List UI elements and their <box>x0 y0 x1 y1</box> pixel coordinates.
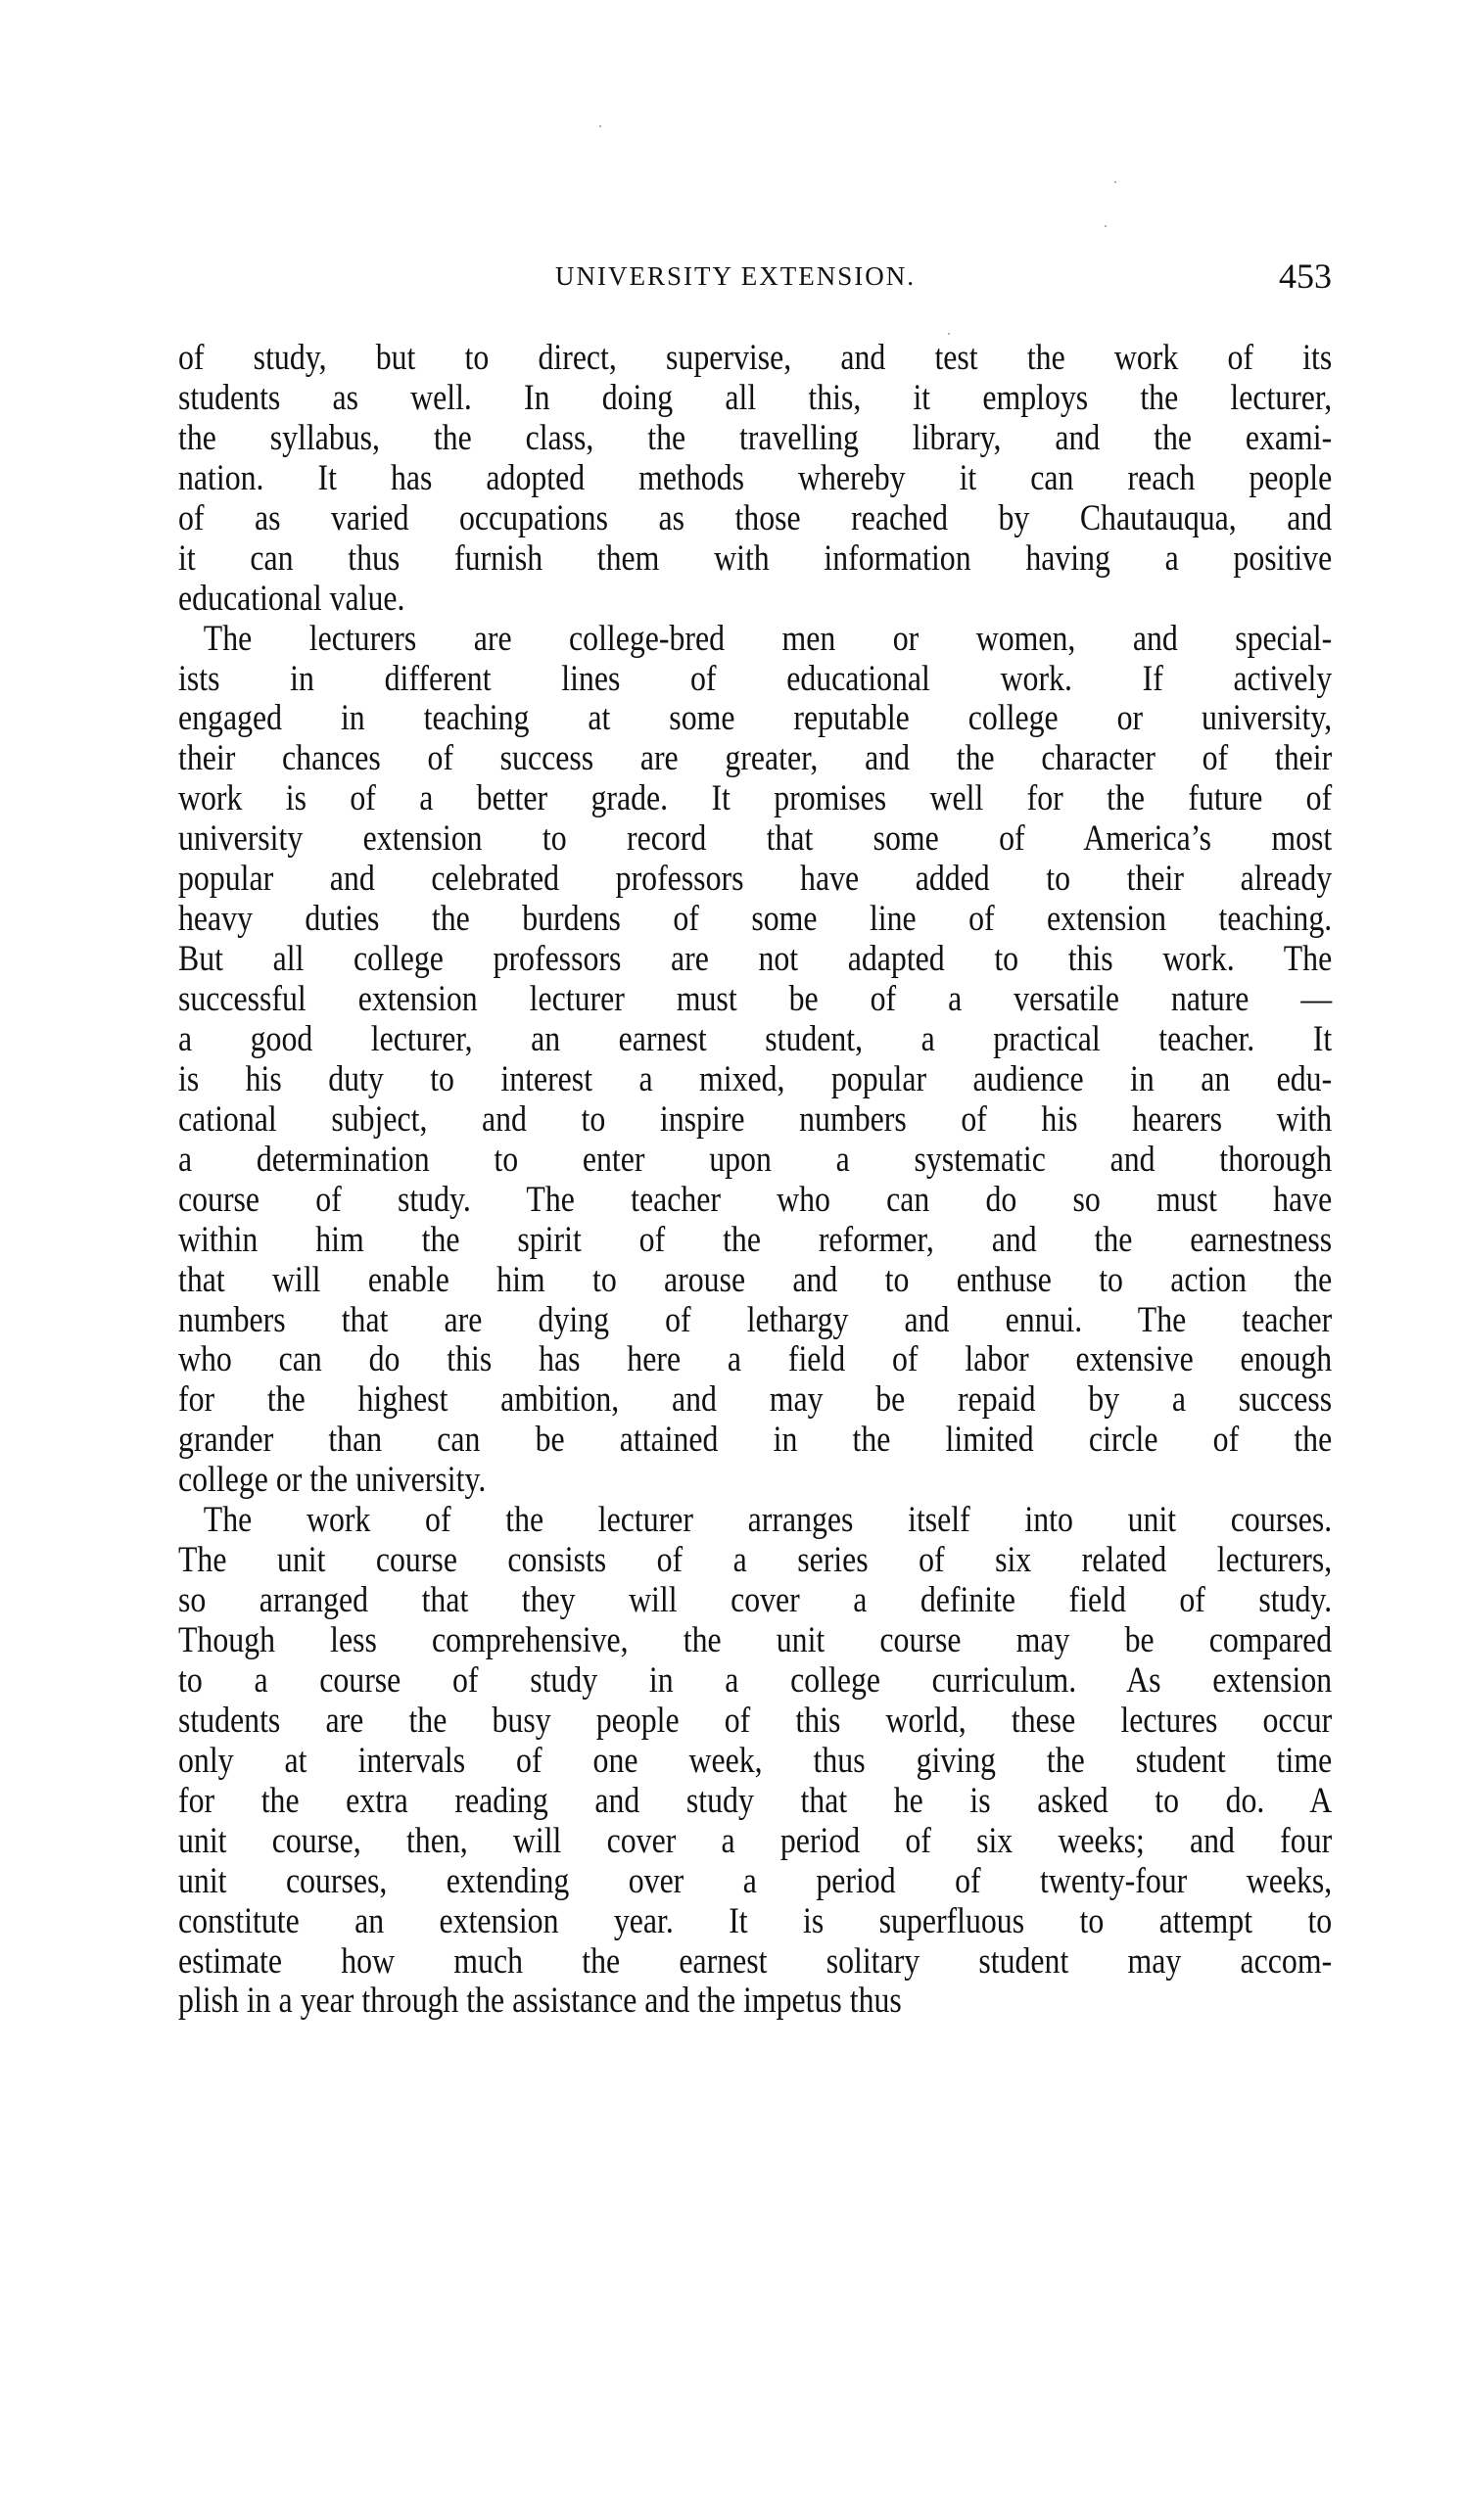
text-line: university extension to record that some of America’s most <box>178 818 1333 860</box>
text-line: it can thus furnish them with information having a positive <box>178 537 1333 579</box>
text-line: grander than can be attained in the limited circle of the <box>178 1420 1333 1461</box>
text-line: their chances of success are greater, and the character of their <box>178 738 1333 779</box>
text-line: unit course, then, will cover a period of six weeks; and four <box>178 1820 1333 1861</box>
running-head <box>178 257 1332 296</box>
text-line: work is of a better grade. It promises well for the future of <box>178 778 1333 819</box>
text-line: to a course of study in a college curriculum. As extension <box>178 1659 1333 1701</box>
text-line: a determination to enter upon a systematic and thorough <box>178 1139 1333 1180</box>
body-text <box>178 339 1332 2022</box>
page-number: 453 <box>1279 257 1332 296</box>
text-line: within him the spirit of the reformer, and the earnestness <box>178 1219 1333 1260</box>
text-line: plish in a year through the assistance and the impetus thus <box>178 1981 902 2022</box>
text-line: course of study. The teacher who can do so must have <box>178 1179 1333 1220</box>
text-line: numbers that are dying of lethargy and ennui. The teacher <box>178 1299 1333 1340</box>
text-line: so arranged that they will cover a definite field of study. <box>178 1580 1333 1621</box>
text-line: Though less comprehensive, the unit course may be compared <box>178 1620 1333 1660</box>
text-line: constitute an extension year. It is superfluous to attempt to <box>178 1900 1333 1941</box>
text-line: for the extra reading and study that he is asked to do. A <box>178 1780 1333 1821</box>
text-line: students are the busy people of this world, these lectures occur <box>178 1700 1333 1741</box>
text-line: ists in different lines of educational work. If actively <box>178 658 1333 699</box>
text-line: is his duty to interest a mixed, popular audience in an edu- <box>178 1058 1333 1099</box>
text-line: educational value. <box>178 578 405 619</box>
scan-speck <box>599 125 601 127</box>
text-line: unit courses, extending over a period of twenty-four weeks, <box>178 1860 1333 1901</box>
text-line: a good lecturer, an earnest student, a practical teacher. It <box>178 1018 1333 1059</box>
text-line: heavy duties the burdens of some line of extension teaching. <box>178 899 1333 940</box>
text-line: The lecturers are college-bred men or women, and special- <box>203 618 1333 659</box>
paragraph <box>178 1501 1332 2022</box>
text-line: students as well. In doing all this, it employs the lecturer, <box>178 377 1333 418</box>
text-line: popular and celebrated professors have added to their already <box>178 859 1333 900</box>
scan-speck <box>1114 181 1116 183</box>
text-line: The work of the lecturer arranges itself into unit courses. <box>203 1500 1333 1541</box>
text-line: engaged in teaching at some reputable college or university, <box>178 698 1333 739</box>
paragraph <box>178 339 1332 620</box>
text-line: of as varied occupations as those reached by Chautauqua, and <box>178 497 1333 538</box>
text-line: nation. It has adopted methods whereby it can reach people <box>178 457 1333 498</box>
scan-speck <box>948 333 950 335</box>
text-line: the syllabus, the class, the travelling library, and the exami- <box>178 417 1333 458</box>
text-line: for the highest ambition, and may be repaid by a success <box>178 1379 1333 1421</box>
paragraph <box>178 620 1332 1502</box>
text-line: successful extension lecturer must be of a versatile nature — <box>178 979 1333 1019</box>
text-line: that will enable him to arouse and to enthuse to action the <box>178 1259 1333 1300</box>
scan-speck <box>1105 225 1107 227</box>
text-line: of study, but to direct, supervise, and test the work of its <box>178 338 1333 378</box>
text-line: The unit course consists of a series of six related lecturers, <box>178 1540 1333 1581</box>
text-line: estimate how much the earnest solitary student may accom- <box>178 1940 1333 1982</box>
running-title: UNIVERSITY EXTENSION. <box>555 261 916 291</box>
text-line: But all college professors are not adapted to this work. The <box>178 939 1333 980</box>
text-line: cational subject, and to inspire numbers of his hearers with <box>178 1098 1333 1140</box>
text-line: who can do this has here a field of labor extensive enough <box>178 1339 1333 1380</box>
text-line: only at intervals of one week, thus giving the student time <box>178 1740 1333 1781</box>
text-line: college or the university. <box>178 1460 487 1501</box>
